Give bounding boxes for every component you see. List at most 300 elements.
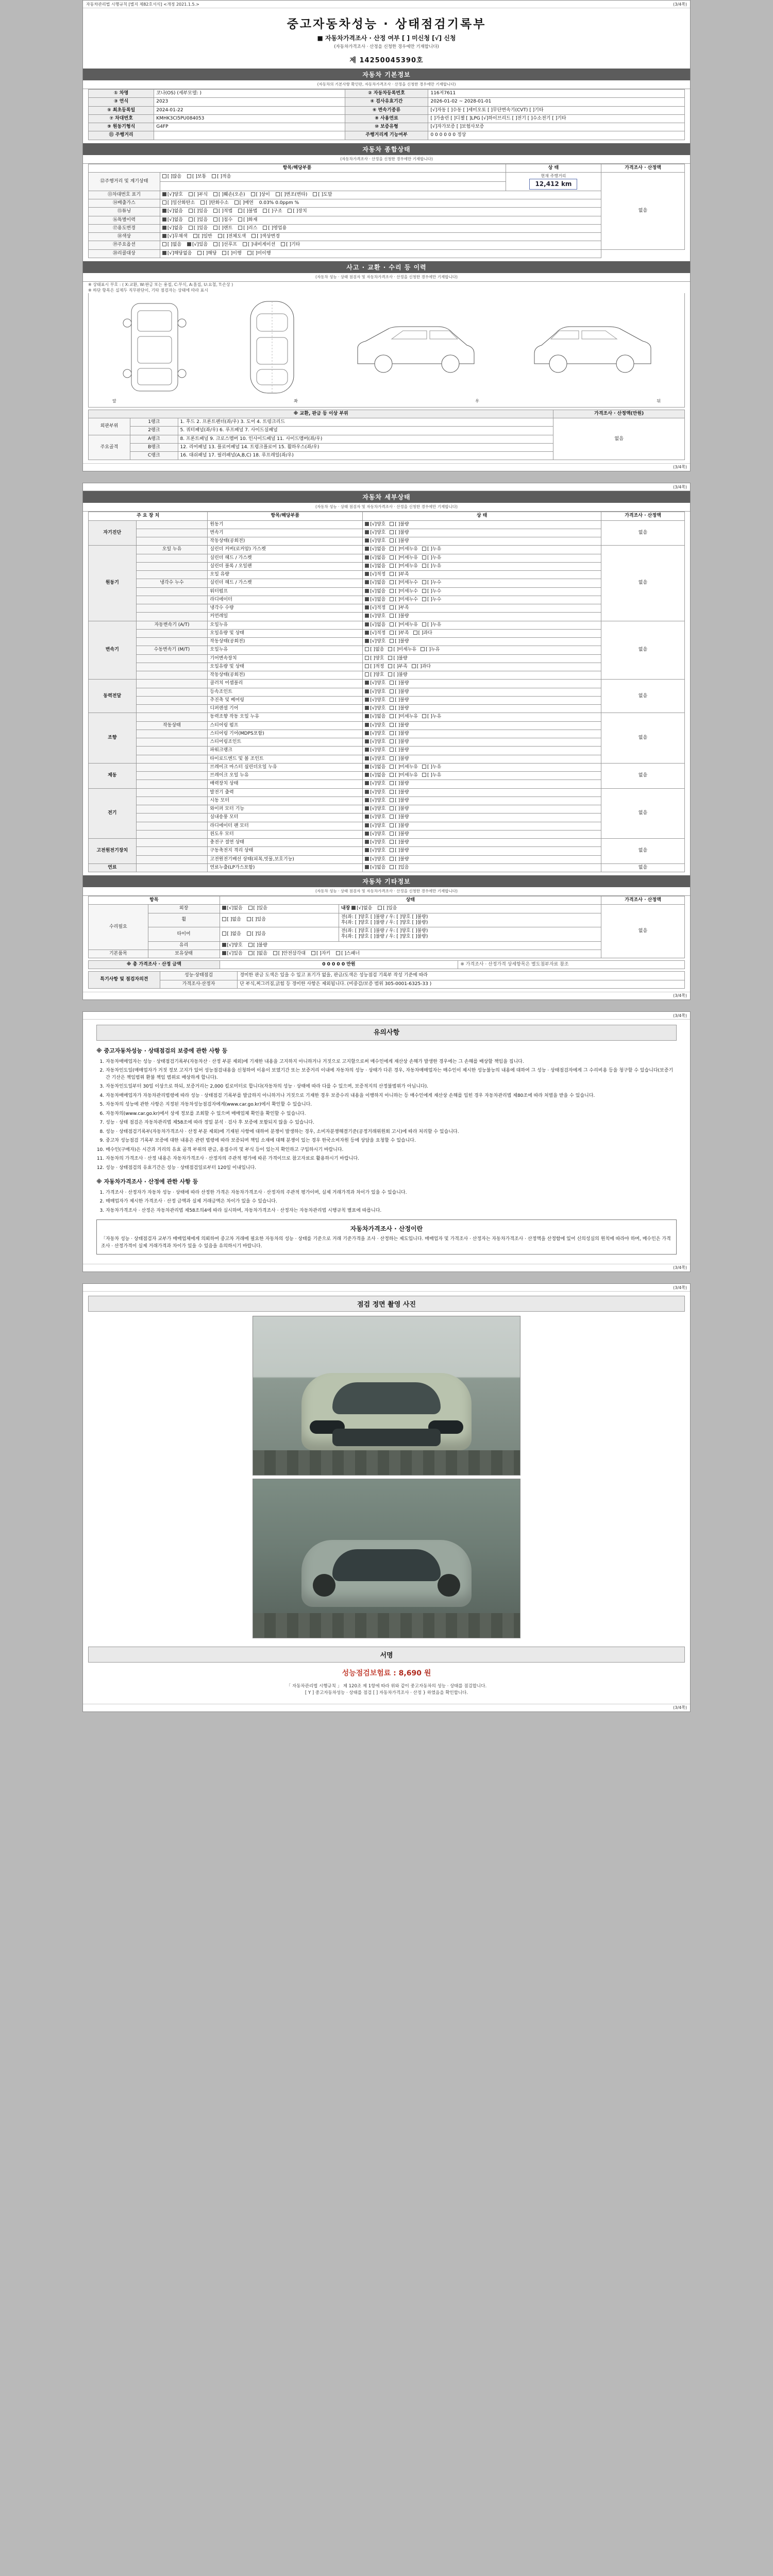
checkbox-option[interactable] <box>365 823 385 829</box>
checkbox-usage-lease[interactable]: [ ]리스 <box>238 226 257 231</box>
checkbox-option[interactable] <box>422 622 441 628</box>
checkbox-option[interactable] <box>365 555 385 561</box>
accident-price-value: 없음 <box>553 418 685 460</box>
checkbox-option[interactable] <box>390 572 409 578</box>
overall-condition-wrap <box>83 164 690 261</box>
detail-item: 윈도우 모터 <box>208 830 363 838</box>
checkbox-option[interactable] <box>390 739 409 745</box>
col-head-price: 가격조사 · 산정액 <box>601 164 685 172</box>
table-header-row <box>89 164 685 172</box>
detail-item: 동력조향 작동 오일 누유 <box>208 713 363 721</box>
page-footer-note-2 <box>83 992 690 999</box>
table-row <box>89 671 685 680</box>
checkbox-option[interactable] <box>390 564 418 569</box>
value-transmission: [√]자동 [ ]수동 [ ]세미오토 [ ]무단변속기(CVT) [ ]기타 <box>428 106 685 114</box>
value-inspection-period: 2026-01-02 ~ 2028-01-01 <box>428 98 685 106</box>
checkbox-special-fire[interactable]: [ ]화재 <box>238 217 257 223</box>
checkbox-label: [√]양호 <box>370 848 386 854</box>
checkbox-icon <box>422 765 426 769</box>
checkbox-basic-triangle[interactable]: [ ]안전삼각대 <box>273 951 306 957</box>
checkbox-option[interactable] <box>365 806 385 812</box>
checkbox-option[interactable] <box>390 857 409 862</box>
vin-mark-options <box>160 191 601 199</box>
checkbox-label: [√]적정 <box>370 572 386 577</box>
checkbox-vin-altered[interactable]: [ ]변조(변타) <box>276 192 308 198</box>
checkbox-label: [ ]불량 <box>395 681 409 686</box>
checkbox-option[interactable] <box>390 773 418 778</box>
checkbox-usage-business[interactable]: [ ]영업용 <box>263 226 287 231</box>
detail-state-options <box>363 638 601 646</box>
checkbox-option[interactable] <box>365 832 385 837</box>
checkbox-icon <box>390 522 394 526</box>
checkbox-icon <box>365 790 369 794</box>
checkbox-vin-good[interactable]: [√]양호 <box>162 192 183 198</box>
detail-item: 냉각수 수량 <box>208 604 363 613</box>
col-head-state: 상 태 <box>506 164 601 172</box>
etc-col-item: 항목 <box>89 896 220 905</box>
checkbox-tire-yes[interactable]: [ ]있음 <box>247 931 266 937</box>
checkbox-option[interactable] <box>365 765 385 770</box>
checkbox-option[interactable] <box>390 798 409 804</box>
detail-state-options <box>363 621 601 629</box>
checkbox-label: [ ]불량 <box>395 722 409 728</box>
checkbox-tuning-none[interactable]: [√]없음 <box>162 209 183 214</box>
checkbox-option[interactable] <box>365 681 385 686</box>
total-price-label: ※ 총 가격조사 · 산정 금액 <box>89 961 220 969</box>
checkbox-recall-yes[interactable]: [ ]해당 <box>197 251 216 257</box>
checkbox-option[interactable] <box>390 706 409 711</box>
car-diagrams <box>92 296 681 398</box>
checkbox-recall-done[interactable]: [ ]이행 <box>222 251 241 257</box>
special-row-value-2: 단 부식,찌그러짐,긁힘 등 경미한 사항은 제외됩니다. (비중감/보증 범위 305-0001-6325-33 ) <box>238 980 685 988</box>
checkbox-option[interactable] <box>390 605 409 611</box>
table-row <box>89 123 685 131</box>
checkbox-option[interactable] <box>421 647 440 653</box>
checkbox-option[interactable] <box>422 580 441 586</box>
table-row <box>89 98 685 106</box>
checkbox-icon <box>388 664 392 668</box>
etc-wheel-front: 전(좌: [ ]양호 [ ]불량 / 우: [ ]양호 [ ]불량) <box>341 914 428 920</box>
table-row <box>89 241 685 249</box>
detail-subgroup <box>136 596 208 604</box>
checkbox-icon <box>365 656 369 660</box>
checkbox-option[interactable] <box>390 840 409 845</box>
checkbox-option[interactable] <box>365 589 385 595</box>
checkbox-option[interactable] <box>390 723 409 728</box>
checkbox-label: [ ]있음 <box>395 865 409 870</box>
checkbox-option[interactable] <box>390 756 409 762</box>
checkbox-option[interactable] <box>412 664 431 670</box>
table-row <box>89 763 685 771</box>
checkbox-option[interactable] <box>388 647 416 653</box>
checkbox-tuning-yes[interactable]: [ ]있음 <box>189 209 208 214</box>
checkbox-option[interactable] <box>422 597 441 603</box>
detail-subgroup <box>136 805 208 814</box>
checkbox-label: [√]양호 <box>370 689 386 694</box>
outer-panel-rank1: 1. 후드 2. 프론트펜더(좌/우) 3. 도어 4. 트렁크리드 <box>178 418 553 427</box>
detail-group-price: 없음 <box>601 520 685 546</box>
checkbox-icon <box>365 765 369 769</box>
label-special-history: ⑯특별이력 <box>89 216 160 224</box>
main-frame-rank-a: 8. 프론트패널 9. 크로스멤버 10. 인사이드패널 11. 사이드멤버(좌/우) <box>178 435 553 443</box>
detail-state-options <box>363 613 601 621</box>
checkbox-label: [ ]불량 <box>395 815 409 820</box>
checkbox-special-none[interactable]: [√]없음 <box>162 217 183 223</box>
overall-price-value: 없음 <box>601 172 685 249</box>
checkbox-interior-yes[interactable]: [ ]있음 <box>378 906 397 911</box>
checkbox-usage-none[interactable]: [√]없음 <box>162 226 183 231</box>
detail-item: 실린더 헤드 / 가스켓 <box>208 554 363 562</box>
checkbox-glass-bad[interactable]: [ ]불량 <box>248 943 267 948</box>
checkbox-emission-co[interactable]: [ ]일산화탄소 <box>162 200 195 206</box>
checkbox-label: [ ]누수 <box>427 588 442 594</box>
checkbox-label: [ ]불량 <box>393 655 408 661</box>
detail-subgroup <box>136 529 208 537</box>
detail-item: 와이퍼 모터 기능 <box>208 805 363 814</box>
checkbox-icon <box>390 589 394 593</box>
checkbox-option[interactable] <box>365 538 385 544</box>
checkbox-option[interactable] <box>365 748 385 753</box>
checkbox-option[interactable] <box>365 614 385 619</box>
checkbox-option[interactable] <box>390 597 418 603</box>
checkbox-option[interactable] <box>390 681 409 686</box>
detail-subgroup <box>136 796 208 805</box>
checkbox-option[interactable] <box>365 622 385 628</box>
checkbox-option[interactable] <box>365 689 385 695</box>
basic-info-wrap <box>83 89 690 143</box>
checkbox-option[interactable] <box>390 781 409 787</box>
checkbox-option[interactable] <box>390 639 409 645</box>
checkbox-option[interactable] <box>365 790 385 795</box>
checkbox-option[interactable] <box>365 664 384 670</box>
checkbox-option[interactable] <box>365 639 385 645</box>
table-row <box>89 905 685 913</box>
table-row <box>89 208 685 216</box>
checkbox-emission-hc[interactable]: [ ]탄화수소 <box>200 200 229 206</box>
page-footer-number-1: (3/4쪽) <box>673 465 687 470</box>
detail-item: 스티어링 기어(MDPS포함) <box>208 730 363 738</box>
checkbox-mileage-many[interactable]: [ ]많음 <box>162 174 181 180</box>
value-car-name: 코나(OS) (세부모델: ) <box>154 90 345 98</box>
table-header-row <box>89 512 685 520</box>
checkbox-vin-damage[interactable]: [ ]훼손(오손) <box>213 192 245 198</box>
detail-col-state: 상 태 <box>363 512 601 520</box>
checkbox-option[interactable] <box>365 656 384 662</box>
checkbox-label: [ ]누유 <box>427 714 442 720</box>
checkbox-basic-jack[interactable]: [ ]자키 <box>311 951 330 957</box>
checkbox-option[interactable] <box>388 656 407 662</box>
signature-note <box>83 1683 690 1704</box>
checkbox-option[interactable] <box>390 714 418 720</box>
checkbox-option[interactable] <box>388 672 407 678</box>
table-row <box>89 847 685 855</box>
table-row <box>89 199 685 208</box>
etc-interior-options <box>339 905 601 913</box>
checkbox-usage-rent[interactable]: [ ]렌트 <box>213 226 232 231</box>
section-overall-condition-header: 자동차 종합상태 <box>83 143 690 155</box>
checkbox-option[interactable] <box>365 572 385 578</box>
photo-front <box>253 1316 520 1476</box>
checkbox-option[interactable] <box>365 815 385 820</box>
checkbox-option[interactable] <box>365 564 385 569</box>
detail-state-options <box>363 730 601 738</box>
checkbox-option[interactable] <box>390 538 409 544</box>
checkbox-option[interactable] <box>365 857 385 862</box>
checkbox-option[interactable] <box>390 555 418 561</box>
accident-note-1: ※ 상태표시 부호 : ( X:교환, W:판금 또는 용접, C:부식, A:흠집, U:요철, T:손상 ) <box>88 282 233 287</box>
detail-subgroup <box>136 520 208 529</box>
checkbox-mileage-few[interactable]: [ ]적음 <box>212 174 231 180</box>
checkbox-tire-none[interactable]: [ ]없음 <box>222 931 241 937</box>
checkbox-tuning-device[interactable]: [ ]장치 <box>288 209 307 214</box>
detail-item: 실린더 커버(로커암) 가스켓 <box>208 546 363 554</box>
checkbox-option-etc[interactable]: [ ]기타 <box>281 242 300 248</box>
checkbox-option[interactable] <box>390 832 409 837</box>
table-row <box>89 114 685 123</box>
notice-item: 1. 자동차매매업자는 성능 · 상태점검기록부(자동차산 · 산정 부분 제외)에 기재한 내용을 고지하지 아니하거나 거짓으로 고지할으로써 매수인에게 재산상 손해가 발생한 경우에는 그 손해를 배상할 책임을 집니다. <box>106 1059 677 1066</box>
checkbox-option[interactable] <box>390 614 409 619</box>
checkbox-option[interactable] <box>390 580 418 586</box>
checkbox-option[interactable] <box>365 530 385 536</box>
table-row <box>89 654 685 663</box>
checkbox-option[interactable] <box>422 714 441 720</box>
checkbox-vin-corrosion[interactable]: [ ]부식 <box>189 192 208 198</box>
checkbox-special-yes[interactable]: [ ]있음 <box>189 217 208 223</box>
checkbox-option[interactable] <box>422 564 441 569</box>
checkbox-basic-spanner[interactable]: [ ]스패너 <box>336 951 360 957</box>
checkbox-option[interactable] <box>390 698 409 703</box>
label-usage-change: ⑰용도변경 <box>89 224 160 232</box>
notice-item: 3. 자동차인도일부터 30일 이상으로 하되, 보증거리는 2,000 킬로미터로 합니다(자동차의 성능 · 상태에 따라 다를 수 있으며, 보증적지의 산정불범위가 아닙니다). <box>106 1083 677 1091</box>
checkbox-label: [ ]불량 <box>395 538 409 544</box>
checkbox-emission-smoke[interactable]: [ ]매연 <box>234 200 254 206</box>
notice-title: 유의사항 <box>96 1025 677 1041</box>
label-plate-no: ② 자동차등록번호 <box>345 90 428 98</box>
page-footer-number-2: (3/4쪽) <box>673 993 687 998</box>
checkbox-option[interactable] <box>390 530 409 536</box>
declaration-box <box>96 1219 677 1255</box>
detail-state-options <box>363 780 601 788</box>
checkbox-option[interactable] <box>390 522 409 528</box>
detail-state-options <box>363 629 601 637</box>
checkbox-basic-yes[interactable]: [√]있음 <box>222 951 243 957</box>
checkbox-option[interactable] <box>390 865 409 871</box>
checkbox-option[interactable] <box>390 589 418 595</box>
checkbox-option[interactable] <box>388 664 407 670</box>
checkbox-option-navigation[interactable]: [ ]내비게이션 <box>243 242 275 248</box>
accident-parts-table <box>88 410 685 461</box>
checkbox-option[interactable] <box>365 631 385 636</box>
checkbox-option[interactable] <box>365 731 385 737</box>
checkbox-recall-not-done[interactable]: [ ]미이행 <box>247 251 271 257</box>
checkbox-option[interactable] <box>365 714 385 720</box>
checkbox-option[interactable] <box>365 547 385 552</box>
checkbox-option[interactable] <box>390 731 409 737</box>
checkbox-option[interactable] <box>413 631 432 636</box>
detail-item: 충전구 절연 상태 <box>208 839 363 847</box>
checkbox-option[interactable] <box>390 622 418 628</box>
checkbox-label: [ ]불량 <box>395 639 409 644</box>
checkbox-option[interactable] <box>365 773 385 778</box>
label-vin: ⑦ 차대번호 <box>89 114 154 123</box>
checkbox-icon <box>365 840 369 844</box>
car-top-diagram <box>241 298 303 396</box>
checkbox-usage-yes[interactable]: [ ]있음 <box>189 226 208 231</box>
checkbox-label: [√]양호 <box>370 639 386 644</box>
checkbox-option[interactable] <box>422 589 441 595</box>
checkbox-option[interactable] <box>390 547 418 552</box>
col-head-item: 항목/해당부품 <box>89 164 506 172</box>
checkbox-option[interactable] <box>365 865 385 871</box>
checkbox-option[interactable] <box>422 547 441 552</box>
page-number-3: (3/4쪽) <box>673 1013 687 1018</box>
checkbox-option[interactable] <box>390 689 409 695</box>
checkbox-icon <box>390 639 394 643</box>
checkbox-icon <box>365 589 369 593</box>
detail-state-options <box>363 546 601 554</box>
etc-tire-detail <box>339 927 601 942</box>
detail-state-options <box>363 713 601 721</box>
checkbox-basic-no[interactable]: [ ]없음 <box>248 951 267 957</box>
checkbox-icon <box>390 773 394 777</box>
table-row <box>89 131 685 140</box>
checkbox-icon <box>390 823 394 827</box>
checkbox-vin-erased[interactable]: [ ]도말 <box>313 192 332 198</box>
checkbox-option[interactable] <box>390 631 409 636</box>
checkbox-label: [√]없음 <box>370 588 386 594</box>
checkbox-icon <box>388 672 392 676</box>
checkbox-color-original[interactable]: [√]무채색 <box>162 234 188 240</box>
checkbox-color-normal[interactable]: [ ]일반 <box>193 234 212 240</box>
checkbox-icon <box>365 564 369 568</box>
checkbox-option[interactable] <box>365 698 385 703</box>
checkbox-recall-na[interactable]: [√]해당없음 <box>162 251 192 257</box>
checkbox-option[interactable] <box>365 597 385 603</box>
checkbox-exterior-yes[interactable]: [ ]있음 <box>248 906 267 911</box>
checkbox-label: [ ]부족 <box>395 605 409 611</box>
main-frame-rank-b: 12. 리어패널 13. 플로어패널 14. 트렁크플로어 15. 휠하우스(좌/우) <box>178 443 553 451</box>
table-row <box>89 755 685 763</box>
detail-item: 연료누출(LP가스포함) <box>208 863 363 872</box>
etc-col-price: 가격조사 · 산정액 <box>601 896 685 905</box>
detail-state-options <box>363 604 601 613</box>
detail-state-options <box>363 579 601 587</box>
checkbox-icon <box>365 748 369 752</box>
checkbox-tuning-illegal[interactable]: [ ]불법 <box>238 209 257 214</box>
checkbox-option[interactable] <box>365 723 385 728</box>
checkbox-option[interactable] <box>365 580 385 586</box>
detail-state-options <box>363 663 601 671</box>
checkbox-option[interactable] <box>390 848 409 854</box>
checkbox-option[interactable] <box>365 756 385 762</box>
checkbox-option[interactable] <box>390 806 409 812</box>
checkbox-color-full-paint[interactable]: [ ]전체도색 <box>218 234 246 240</box>
detail-state-options <box>363 763 601 771</box>
accident-wrap <box>83 282 690 464</box>
etc-basic-options <box>220 950 601 958</box>
detail-subgroup <box>136 847 208 855</box>
checkbox-interior-none[interactable]: [√]없음 <box>351 906 372 911</box>
page-number: (3/4쪽) <box>673 2 687 7</box>
detail-state-options <box>363 688 601 696</box>
checkbox-option[interactable] <box>390 815 409 820</box>
checkbox-option[interactable] <box>390 823 409 829</box>
checkbox-label: [ ]불량 <box>395 521 409 527</box>
section-etc-note: (자동차 성능 · 상태 점검자 및 자동차가격조사 · 산정을 신청한 경우에만 기재합니다) <box>83 887 690 896</box>
notice-list-2 <box>96 1190 677 1215</box>
checkbox-icon <box>365 555 369 560</box>
detail-state-options <box>363 796 601 805</box>
checkbox-icon <box>365 605 369 609</box>
special-history-options <box>160 216 601 224</box>
checkbox-vin-different[interactable]: [ ]상이 <box>251 192 270 198</box>
checkbox-option[interactable] <box>365 522 385 528</box>
detail-group-0: 자기진단 <box>89 520 137 546</box>
checkbox-option[interactable] <box>365 706 385 711</box>
checkbox-option[interactable] <box>422 765 441 770</box>
checkbox-special-flood[interactable]: [ ]침수 <box>213 217 232 223</box>
checkbox-icon <box>365 815 369 819</box>
notice-item: 4. 자동차매매업자가 자동차관리법령에 따라 성능 · 상태점검 기록부를 발급하지 아니하거나 거짓으로 기재한 경우 보증수리 내용을 이행하지 아니하는 등 매수인에게 재산상 손해를 입힌 경우 자동차관리법 제80조에 따라 처벌을 받을 수 있습니다. <box>106 1093 677 1100</box>
checkbox-icon <box>365 681 369 685</box>
checkbox-option[interactable] <box>390 765 418 770</box>
checkbox-option[interactable] <box>422 773 441 778</box>
notice-item: 11. 자동차의 가격조사 · 산정 내용은 자동차가격조사 · 산정자의 주관적 평가에 따른 가격이므로 참고자료로 활용하시기 바랍니다. <box>106 1156 677 1163</box>
checkbox-option[interactable] <box>422 555 441 561</box>
value-fuel: [ ]가솔린 [ ]디젤 [ ]LPG [√]하이브리드 [ ]전기 [ ]수소전기 [ ]기타 <box>428 114 685 123</box>
checkbox-option[interactable] <box>365 739 385 745</box>
checkbox-option[interactable] <box>365 848 385 854</box>
etc-label-basic-items: 기본품목 <box>89 950 148 958</box>
checkbox-option[interactable] <box>365 647 384 653</box>
etc-wheel-options <box>220 913 339 927</box>
checkbox-option[interactable] <box>365 672 384 678</box>
checkbox-glass-good[interactable]: [√]양호 <box>222 943 243 948</box>
checkbox-option-sunroof[interactable]: [ ]선루프 <box>213 242 237 248</box>
detail-item: 라디에이터 <box>208 596 363 604</box>
value-year: 2023 <box>154 98 345 106</box>
checkbox-tuning-legal[interactable]: [ ]적법 <box>213 209 232 214</box>
checkbox-label: [ ]누유 <box>427 547 442 552</box>
checkbox-tuning-structure[interactable]: [ ]구조 <box>263 209 282 214</box>
detail-state-options <box>363 788 601 796</box>
table-row <box>89 546 685 554</box>
checkbox-mileage-normal[interactable]: [ ]보통 <box>187 174 206 180</box>
checkbox-option[interactable] <box>365 781 385 787</box>
checkbox-option-none[interactable]: [ ]없음 <box>162 242 181 248</box>
checkbox-option[interactable] <box>365 605 385 611</box>
checkbox-option[interactable] <box>390 748 409 753</box>
detail-item: 시동 모터 <box>208 796 363 805</box>
checkbox-icon <box>390 631 394 635</box>
checkbox-option[interactable] <box>365 840 385 845</box>
checkbox-label: [ ]미세누유 <box>395 764 418 770</box>
table-row <box>89 520 685 529</box>
checkbox-option-yes[interactable]: [√]있음 <box>187 242 208 248</box>
checkbox-option[interactable] <box>390 790 409 795</box>
checkbox-label: [ ]누유 <box>427 764 442 770</box>
table-row <box>89 587 685 596</box>
detail-subgroup: 자동변속기 (A/T) <box>136 621 208 629</box>
detail-state-options <box>363 814 601 822</box>
checkbox-exterior-none[interactable]: [√]없음 <box>222 906 243 911</box>
checkbox-option[interactable] <box>365 798 385 804</box>
checkbox-color-changed[interactable]: [ ]색상변경 <box>251 234 280 240</box>
checkbox-wheel-yes[interactable]: [ ]있음 <box>247 917 266 923</box>
photos-title: 점검 정면 촬영 사진 <box>88 1296 685 1312</box>
checkbox-wheel-none[interactable]: [ ]없음 <box>222 917 241 923</box>
detail-group-price: 없음 <box>601 621 685 680</box>
